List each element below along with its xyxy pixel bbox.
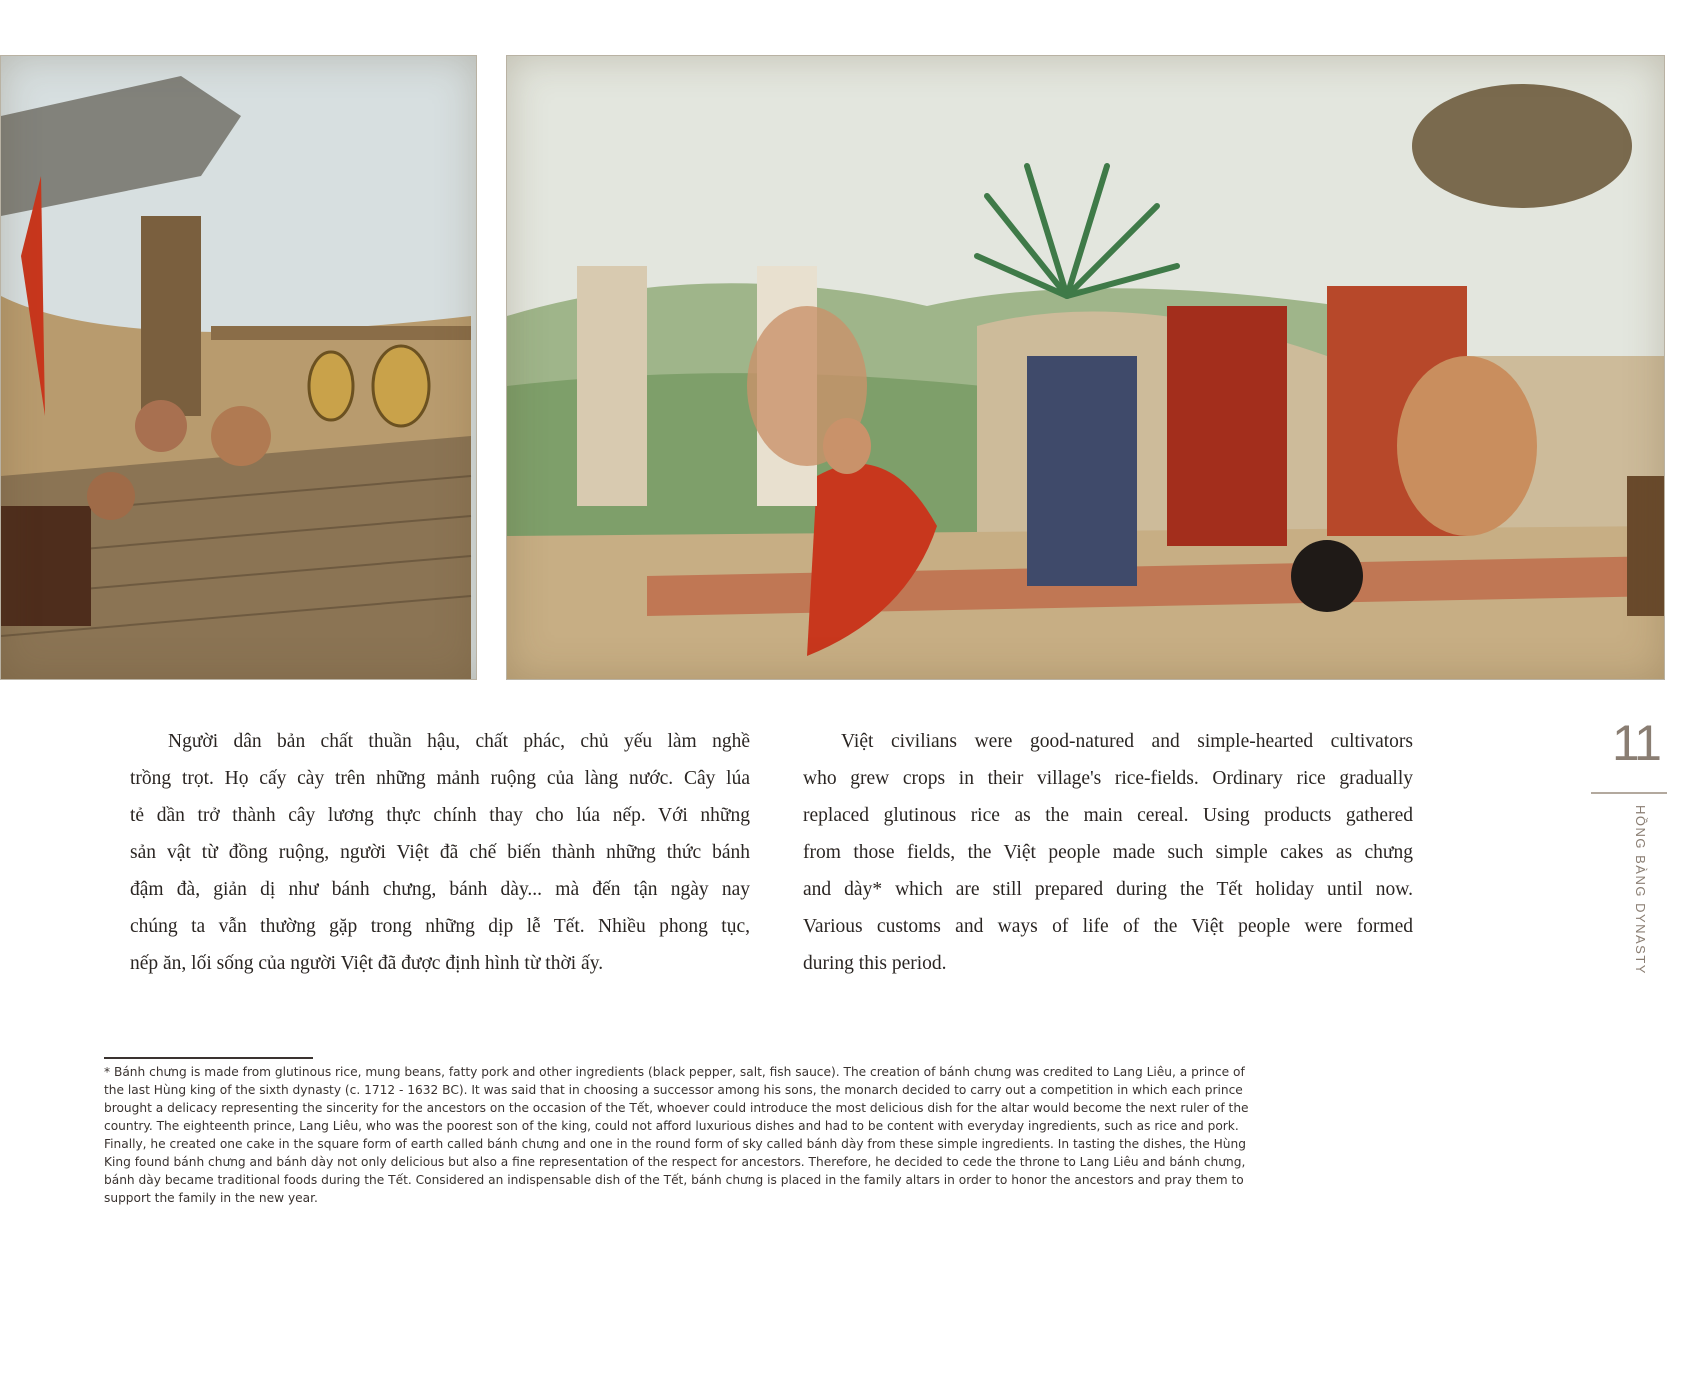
court-offering-scene	[507, 56, 1664, 679]
footnote-rule	[104, 1057, 313, 1059]
en-line: and dày* which are still prepared during the Tết holiday until now.	[803, 879, 1413, 900]
en-line: Việt civilians were good-natured and simple-hearted cultivators	[841, 731, 1413, 752]
footnote-line: the last Hùng king of the sixth dynasty (c. 1712 - 1632 BC). It was said that in choosing a successor among his sons, the monarch decided to carry out a competition in which each prince	[104, 1083, 1243, 1097]
vi-line: chúng ta vẫn thường gặp trong những dịp lễ Tết. Nhiều phong tục,	[130, 916, 750, 937]
running-head: HỒNG BÀNG DYNASTY	[1633, 805, 1648, 975]
vi-line: đậm đà, giản dị như bánh chưng, bánh dày... mà đến tận ngày nay	[130, 879, 750, 900]
vietnamese-paragraph	[130, 723, 750, 982]
footnote	[104, 1063, 1632, 1207]
drum-ceremony-scene	[1, 56, 476, 679]
page-number-rule	[1591, 792, 1667, 794]
footnote-line: brought a delicacy representing the sincerity for the ancestors on the occasion of the Tết, whoever could introduce the most delicious dish for the altar would become the next ruler of the	[104, 1101, 1249, 1115]
vi-line: nếp ăn, lối sống của người Việt đã được định hình từ thời ấy.	[130, 953, 604, 974]
footnote-line: bánh dày became traditional foods during the Tết. Considered an indispensable dish of the Tết, bánh chưng is placed in the family altars in order to honor the ancestors and pray them to	[104, 1173, 1244, 1187]
hung-king-court-offering-illustration	[506, 55, 1665, 680]
footnote-line: * Bánh chưng is made from glutinous rice, mung beans, fatty pork and other ingredients (black pepper, salt, fish sauce). The creation of bánh chưng was credited to Lang Liêu, a prince of	[104, 1065, 1245, 1079]
footnote-line: country. The eighteenth prince, Lang Liêu, who was the poorest son of the king, could not afford luxurious dishes and had to be content with everyday ingredients, such as rice and pork.	[104, 1119, 1239, 1133]
footnote-line: support the family in the new year.	[104, 1191, 318, 1205]
page-number: 11	[1612, 715, 1660, 771]
en-line: who grew crops in their village's rice-fields. Ordinary rice gradually	[803, 768, 1413, 789]
vi-line: trồng trọt. Họ cấy cày trên những mảnh ruộng của làng nước. Cây lúa	[130, 768, 750, 789]
english-paragraph	[803, 723, 1413, 982]
vi-line: tẻ dần trở thành cây lương thực chính thay cho lúa nếp. Với những	[130, 805, 750, 826]
footnote-line: Finally, he created one cake in the square form of earth called bánh chưng and one in the round form of sky called bánh dày from these simple ingredients. In tasting the dishes, the Hùng	[104, 1137, 1246, 1151]
en-line: from those fields, the Việt people made such simple cakes as chưng	[803, 842, 1413, 863]
footnote-line: King found bánh chưng and bánh dày not only delicious but also a fine representation of the respect for ancestors. Therefore, he decided to cede the throne to Lang Liêu and bánh chưng,	[104, 1155, 1246, 1169]
vi-line: sản vật từ đồng ruộng, người Việt đã chế biến thành những thức bánh	[130, 842, 750, 863]
en-line: replaced glutinous rice as the main cereal. Using products gathered	[803, 805, 1413, 826]
en-line: Various customs and ways of life of the Việt people were formed	[803, 916, 1413, 937]
drums-and-gongs-ceremony-illustration	[0, 55, 477, 680]
vi-line: Người dân bản chất thuần hậu, chất phác, chủ yếu làm nghề	[168, 731, 750, 752]
en-line: during this period.	[803, 953, 947, 974]
